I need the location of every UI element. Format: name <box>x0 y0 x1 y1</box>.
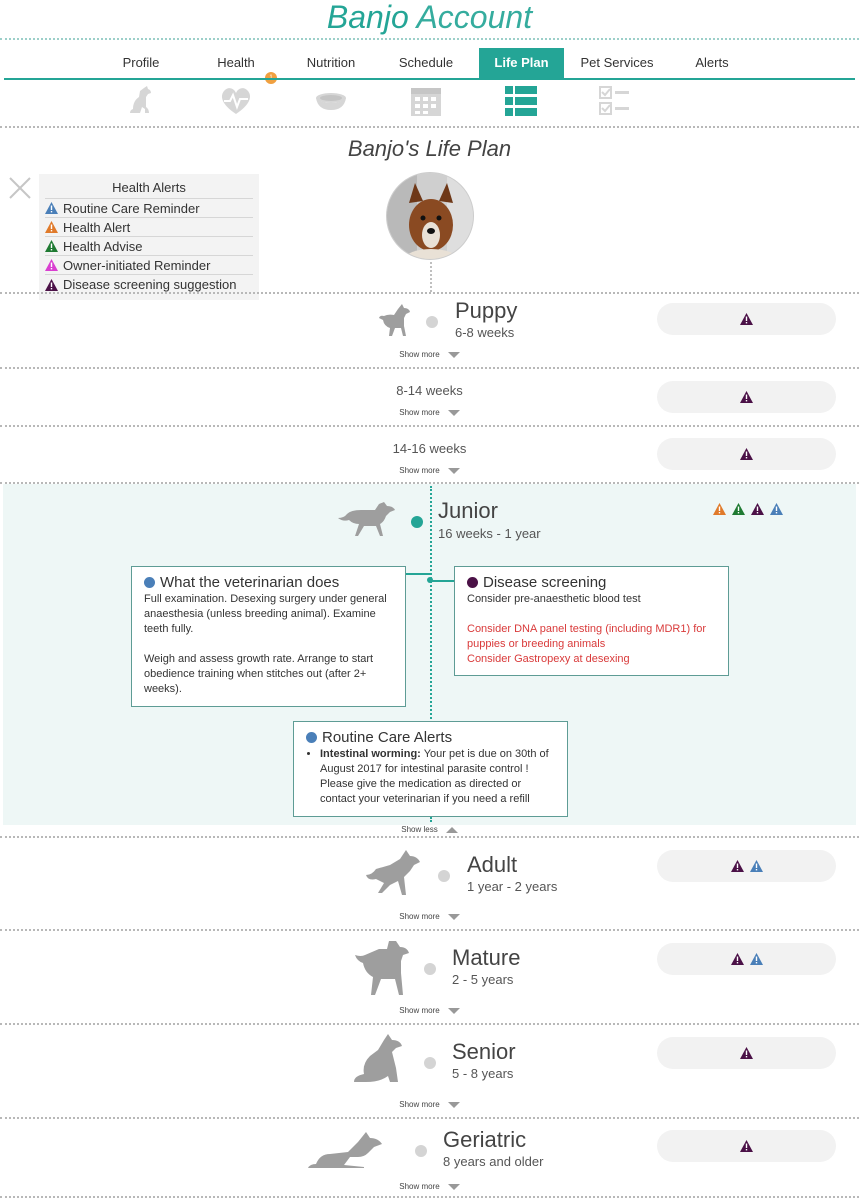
screening-alert-icon <box>751 503 764 515</box>
show-more-toggle[interactable] <box>0 1182 859 1191</box>
tab-profile[interactable]: Profile <box>122 55 160 70</box>
chevron-down-icon <box>448 410 460 416</box>
adult-dog-icon <box>366 848 422 900</box>
advise-alert-icon <box>732 503 745 515</box>
vet-card-title-text: What the veterinarian does <box>160 574 340 591</box>
legend-item-health-alert <box>45 218 253 237</box>
adult-alerts-pill[interactable] <box>657 850 836 882</box>
chevron-down-icon <box>448 1102 460 1108</box>
close-icon[interactable] <box>8 176 32 200</box>
pet-avatar <box>386 172 474 260</box>
stage-adult-name: Adult <box>467 852 518 877</box>
show-less-toggle[interactable] <box>0 825 859 834</box>
show-more-toggle[interactable] <box>0 408 859 417</box>
routine-card-title-text: Routine Care Alerts <box>322 729 453 746</box>
stage-junior-name: Junior <box>438 498 498 523</box>
show-less-label: Show less <box>401 825 438 834</box>
screening-alert-icon <box>740 448 753 460</box>
show-more-label: Show more <box>399 1182 440 1191</box>
legend-item-advise <box>45 237 253 256</box>
main-nav <box>0 48 859 80</box>
stage-puppy-name: Puppy <box>455 298 518 323</box>
stage-adult-range: 1 year - 2 years <box>467 879 558 894</box>
geriatric-dog-icon <box>308 1130 386 1168</box>
routine-list-item <box>320 747 555 807</box>
row-divider <box>0 836 859 838</box>
tab-schedule[interactable]: Schedule <box>398 55 454 70</box>
stage-sub1-range: 8-14 weeks <box>396 383 463 398</box>
stage-sub2-range: 14-16 weeks <box>392 441 467 456</box>
chevron-down-icon <box>448 914 460 920</box>
show-more-label: Show more <box>399 466 440 475</box>
screening-line1: Consider pre-anaesthetic blood test <box>467 593 641 605</box>
show-more-label: Show more <box>399 912 440 921</box>
screening-alert-icon <box>740 1047 753 1059</box>
screening-alert-icon <box>740 313 753 325</box>
timeline-dot <box>426 316 438 328</box>
title-suffix: Account <box>408 0 533 35</box>
calendar-icon[interactable] <box>409 84 443 118</box>
routine-card-title <box>306 730 555 745</box>
show-more-label: Show more <box>399 1100 440 1109</box>
screening-alert-icon <box>731 860 744 872</box>
routine-item-text: Your pet is due on 30th of August 2017 for intestinal parasite control ! Please give the medication as directed or contact your veterinarian if you need a refill <box>320 748 549 805</box>
page-title: Banjo's Life Plan <box>347 136 512 161</box>
header-divider <box>0 38 859 40</box>
puppy-photo <box>387 173 474 260</box>
account-title <box>0 0 859 34</box>
routine-card <box>293 721 568 817</box>
screening-card <box>454 566 729 676</box>
show-more-toggle[interactable] <box>0 912 859 921</box>
timeline-dot <box>438 870 450 882</box>
vet-card-p2: Weigh and assess growth rate. Arrange to start obedience training when stitches out (after 2+ weeks). <box>144 653 374 695</box>
timeline-dot <box>424 1057 436 1069</box>
chevron-down-icon <box>448 468 460 474</box>
legend-item-routine <box>45 199 253 218</box>
stage-mature-name: Mature <box>452 945 521 970</box>
card-connector <box>431 580 454 582</box>
chevron-down-icon <box>448 1008 460 1014</box>
tab-alerts[interactable]: Alerts <box>695 55 729 70</box>
health-alerts-legend <box>39 174 259 300</box>
row-divider <box>0 1196 859 1198</box>
legend-label: Disease screening suggestion <box>63 277 237 292</box>
show-more-toggle[interactable] <box>0 1100 859 1109</box>
nav-underline <box>4 78 855 80</box>
row-divider <box>0 929 859 931</box>
timeline-dot-active <box>411 516 423 528</box>
row-divider <box>0 1023 859 1025</box>
timeline-line <box>430 262 432 292</box>
vet-card-p1: Full examination. Desexing surgery under general anaesthesia (unless breeding animal). Examine teeth fully. <box>144 593 387 635</box>
screening-alert-icon <box>740 391 753 403</box>
heart-pulse-icon[interactable] <box>219 84 253 118</box>
checklist-icon[interactable] <box>599 84 633 118</box>
section-divider <box>0 126 859 128</box>
routine-list <box>306 747 555 807</box>
legend-title: Health Alerts <box>45 178 253 199</box>
screening-card-title-text: Disease screening <box>483 574 607 591</box>
tab-pet-services[interactable]: Pet Services <box>580 55 654 70</box>
junior-dog-icon <box>338 500 396 540</box>
timeline-dot <box>415 1145 427 1157</box>
show-more-label: Show more <box>399 350 440 359</box>
owner-alert-icon <box>45 259 58 271</box>
stage-senior-range: 5 - 8 years <box>452 1066 514 1081</box>
legend-label: Health Alert <box>63 219 131 235</box>
legend-label: Health Advise <box>63 238 143 254</box>
geriatric-alerts-pill[interactable] <box>657 1130 836 1162</box>
routine-alert-icon <box>45 202 58 214</box>
connector-knob <box>427 577 433 583</box>
stage-geriatric-range: 8 years and older <box>443 1154 544 1169</box>
row-divider <box>0 1117 859 1119</box>
legend-item-owner <box>45 256 253 275</box>
show-more-toggle[interactable] <box>0 466 859 475</box>
routine-alert-icon <box>770 503 783 515</box>
senior-dog-icon <box>352 1032 410 1088</box>
show-more-label: Show more <box>399 408 440 417</box>
stage-junior-range: 16 weeks - 1 year <box>438 526 541 541</box>
screening-alert-icon <box>731 953 744 965</box>
row-divider <box>0 292 859 294</box>
puppy-alerts-pill[interactable] <box>657 303 836 335</box>
screening-card-title <box>467 575 716 590</box>
tab-nutrition[interactable]: Nutrition <box>306 55 356 70</box>
health-alert-icon <box>713 503 726 515</box>
food-bowl-icon[interactable] <box>314 84 348 118</box>
routine-item-label: Intestinal worming: <box>320 748 421 760</box>
timeline-dot <box>424 963 436 975</box>
title-pet-name: Banjo <box>326 0 409 35</box>
chevron-up-icon <box>446 827 458 833</box>
screening-alert-icon <box>740 1140 753 1152</box>
tab-life-plan[interactable]: Life Plan <box>479 48 564 78</box>
chevron-down-icon <box>448 352 460 358</box>
screening-red1: Consider DNA panel testing (including MDR1) for puppies or breeding animals <box>467 623 707 650</box>
stage-puppy-range: 6-8 weeks <box>455 325 515 340</box>
junior-alert-icons[interactable] <box>713 503 783 515</box>
screening-red2: Consider Gastropexy at desexing <box>467 653 630 665</box>
routine-alert-icon <box>750 953 763 965</box>
row-divider <box>0 367 859 369</box>
mature-alerts-pill[interactable] <box>657 943 836 975</box>
health-alert-icon <box>45 221 58 233</box>
mature-dog-icon <box>352 939 410 995</box>
vet-card-title <box>144 575 393 590</box>
senior-alerts-pill[interactable] <box>657 1037 836 1069</box>
puppy-icon <box>376 302 412 338</box>
show-more-toggle[interactable] <box>0 350 859 359</box>
routine-dot-icon <box>306 732 317 743</box>
show-more-label: Show more <box>399 1006 440 1015</box>
show-more-toggle[interactable] <box>0 1006 859 1015</box>
stage-geriatric-name: Geriatric <box>443 1127 527 1152</box>
row-divider <box>0 425 859 427</box>
tab-health[interactable]: Health <box>217 55 255 70</box>
vet-card <box>131 566 406 707</box>
routine-alert-icon <box>750 860 763 872</box>
stage-mature-range: 2 - 5 years <box>452 972 514 987</box>
screening-dot-icon <box>467 577 478 588</box>
legend-label: Owner-initiated Reminder <box>63 257 211 273</box>
chevron-down-icon <box>448 1184 460 1190</box>
legend-label: Routine Care Reminder <box>63 200 200 216</box>
advise-alert-icon <box>45 240 58 252</box>
stage-senior-name: Senior <box>452 1039 516 1064</box>
card-connector <box>405 573 431 575</box>
routine-dot-icon <box>144 577 155 588</box>
screening-alert-icon <box>45 279 58 291</box>
list-icon[interactable] <box>504 84 538 118</box>
dog-sitting-icon[interactable] <box>124 84 158 118</box>
